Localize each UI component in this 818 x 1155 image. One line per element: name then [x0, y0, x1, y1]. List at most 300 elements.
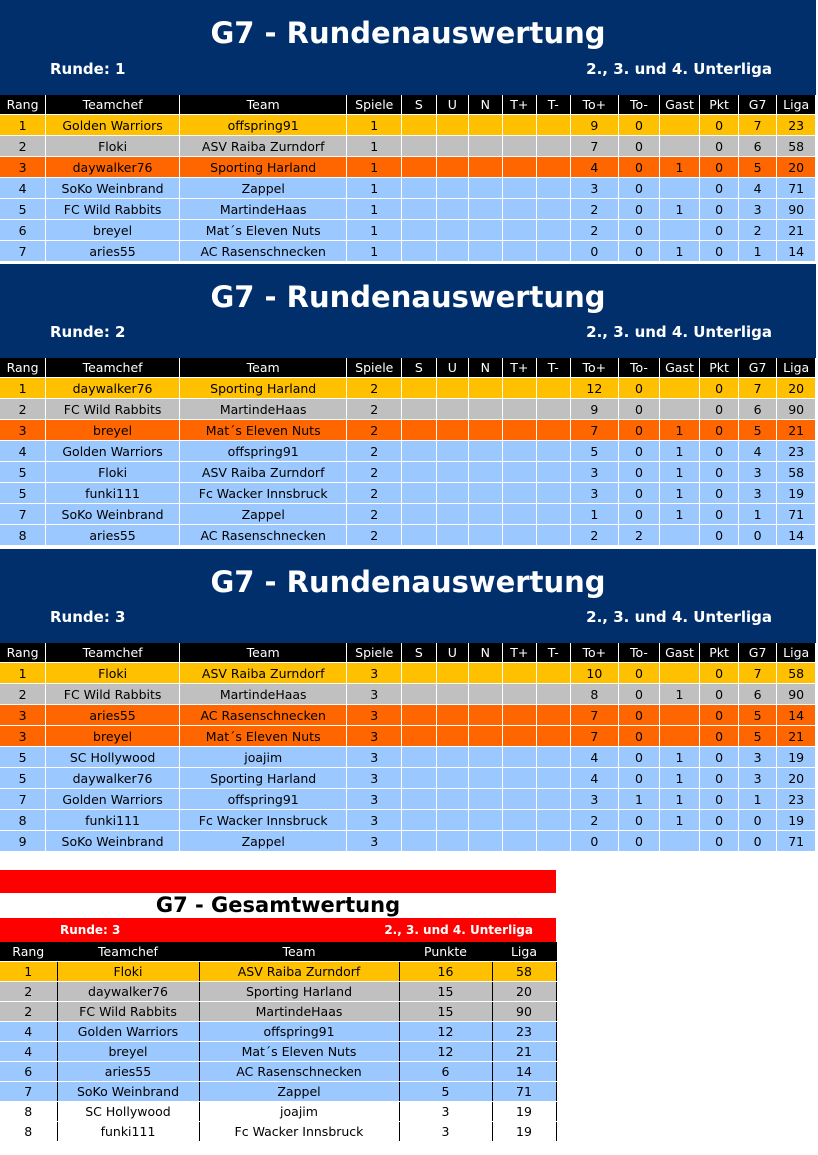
- table-cell: 0: [700, 441, 739, 462]
- table-cell: 23: [777, 789, 816, 810]
- table-cell: 8: [570, 684, 619, 705]
- table-cell: Fc Wacker Innsbruck: [199, 1122, 399, 1142]
- table-cell: [469, 684, 502, 705]
- table-row: [0, 789, 816, 810]
- table-row: [0, 1002, 556, 1022]
- table-row: [0, 962, 556, 982]
- round-title: G7 - Rundenauswertung: [210, 16, 606, 50]
- table-row: [0, 768, 816, 789]
- table-cell: [469, 768, 502, 789]
- table-cell: 0: [738, 525, 777, 546]
- table-cell: 6: [738, 399, 777, 420]
- table-cell: [436, 157, 468, 178]
- table-cell: 3: [570, 483, 619, 504]
- table-cell: Floki: [57, 962, 199, 982]
- table-cell: [469, 726, 502, 747]
- column-header: Team: [180, 643, 347, 663]
- table-cell: SoKo Weinbrand: [46, 504, 180, 525]
- table-cell: 90: [777, 684, 816, 705]
- table-cell: [502, 684, 536, 705]
- league-label: 2., 3. und 4. Unterliga: [586, 608, 772, 626]
- table-row: [0, 504, 816, 525]
- table-cell: [436, 378, 468, 399]
- table-cell: [469, 483, 502, 504]
- table-cell: 0: [700, 157, 739, 178]
- table-cell: [402, 115, 436, 136]
- table-row: [0, 441, 816, 462]
- table-cell: MartindeHaas: [180, 684, 347, 705]
- table-cell: Golden Warriors: [46, 441, 180, 462]
- table-cell: [502, 241, 536, 262]
- table-cell: 10: [570, 663, 619, 684]
- table-cell: [502, 220, 536, 241]
- table-cell: [537, 747, 570, 768]
- table-row: [0, 1122, 556, 1142]
- table-cell: 71: [777, 831, 816, 852]
- table-cell: 1: [347, 136, 402, 157]
- table-cell: 4: [570, 747, 619, 768]
- table-cell: 71: [777, 504, 816, 525]
- table-cell: 19: [777, 810, 816, 831]
- round-3-section: [0, 549, 816, 852]
- table-cell: 2: [347, 525, 402, 546]
- column-header: Gast: [659, 95, 700, 115]
- table-cell: Floki: [46, 663, 180, 684]
- table-cell: [436, 420, 468, 441]
- table-cell: 0: [619, 220, 660, 241]
- round-header: [0, 0, 816, 95]
- table-cell: 3: [399, 1102, 492, 1122]
- column-header: Liga: [492, 942, 556, 962]
- table-cell: 2: [0, 136, 46, 157]
- table-cell: 1: [659, 199, 700, 220]
- table-row: [0, 462, 816, 483]
- table-cell: 3: [347, 684, 402, 705]
- table-cell: 0: [619, 726, 660, 747]
- table-cell: 12: [399, 1042, 492, 1062]
- table-cell: 14: [777, 705, 816, 726]
- table-cell: [502, 747, 536, 768]
- table-cell: 20: [777, 768, 816, 789]
- table-cell: 0: [700, 399, 739, 420]
- table-cell: 1: [659, 483, 700, 504]
- column-header: N: [469, 358, 502, 378]
- table-cell: 1: [347, 220, 402, 241]
- table-cell: [436, 831, 468, 852]
- table-cell: 6: [738, 684, 777, 705]
- column-header: T+: [502, 358, 536, 378]
- table-cell: 3: [570, 178, 619, 199]
- round-header: [0, 549, 816, 643]
- table-cell: 0: [700, 684, 739, 705]
- table-cell: 71: [492, 1082, 556, 1102]
- column-header: T-: [537, 95, 570, 115]
- table-cell: 1: [0, 378, 46, 399]
- table-cell: Golden Warriors: [46, 789, 180, 810]
- table-cell: [402, 378, 436, 399]
- table-cell: 1: [347, 178, 402, 199]
- table-cell: [502, 663, 536, 684]
- table-cell: [469, 378, 502, 399]
- table-cell: 14: [492, 1062, 556, 1082]
- table-cell: [402, 768, 436, 789]
- round-label: Runde: 1: [50, 60, 126, 78]
- table-cell: 19: [777, 747, 816, 768]
- table-cell: [537, 378, 570, 399]
- table-cell: 1: [659, 241, 700, 262]
- table-cell: ASV Raiba Zurndorf: [180, 663, 347, 684]
- table-row: [0, 136, 816, 157]
- column-header: N: [469, 95, 502, 115]
- column-header: Gast: [659, 358, 700, 378]
- table-cell: [436, 136, 468, 157]
- table-cell: 0: [619, 810, 660, 831]
- table-cell: 4: [0, 178, 46, 199]
- column-header: G7: [738, 95, 777, 115]
- table-cell: [469, 199, 502, 220]
- table-row: [0, 982, 556, 1002]
- table-cell: 0: [619, 684, 660, 705]
- table-cell: [502, 420, 536, 441]
- table-cell: SC Hollywood: [46, 747, 180, 768]
- table-cell: breyel: [46, 726, 180, 747]
- table-cell: 19: [492, 1102, 556, 1122]
- table-cell: [537, 726, 570, 747]
- table-cell: ASV Raiba Zurndorf: [199, 962, 399, 982]
- table-cell: Zappel: [180, 504, 347, 525]
- table-cell: [537, 399, 570, 420]
- table-row: [0, 831, 816, 852]
- table-cell: 1: [0, 962, 57, 982]
- table-cell: 2: [347, 504, 402, 525]
- table-cell: [537, 115, 570, 136]
- table-cell: [502, 378, 536, 399]
- table-cell: 0: [700, 483, 739, 504]
- table-cell: 23: [492, 1022, 556, 1042]
- table-cell: [537, 831, 570, 852]
- table-cell: 0: [619, 420, 660, 441]
- column-header: To-: [619, 358, 660, 378]
- table-cell: 2: [570, 525, 619, 546]
- column-header: Liga: [777, 643, 816, 663]
- table-cell: MartindeHaas: [180, 399, 347, 420]
- table-cell: 1: [347, 115, 402, 136]
- column-header: Liga: [777, 95, 816, 115]
- table-row: [0, 178, 816, 199]
- table-cell: 3: [347, 810, 402, 831]
- table-cell: [402, 241, 436, 262]
- column-header: S: [402, 358, 436, 378]
- table-cell: [469, 831, 502, 852]
- table-cell: [469, 115, 502, 136]
- table-row: [0, 1102, 556, 1122]
- table-cell: 15: [399, 1002, 492, 1022]
- table-cell: [537, 220, 570, 241]
- table-cell: [537, 136, 570, 157]
- column-header: U: [436, 358, 468, 378]
- table-cell: 7: [0, 241, 46, 262]
- table-cell: [469, 663, 502, 684]
- table-cell: 0: [700, 220, 739, 241]
- table-cell: [402, 199, 436, 220]
- table-cell: [402, 726, 436, 747]
- table-cell: 0: [619, 241, 660, 262]
- table-cell: 0: [700, 136, 739, 157]
- table-cell: 1: [0, 663, 46, 684]
- table-cell: aries55: [46, 705, 180, 726]
- table-cell: SoKo Weinbrand: [46, 831, 180, 852]
- table-cell: 0: [700, 705, 739, 726]
- table-cell: aries55: [46, 241, 180, 262]
- table-row: [0, 705, 816, 726]
- table-cell: 4: [738, 441, 777, 462]
- table-row: [0, 420, 816, 441]
- table-row: [0, 378, 816, 399]
- table-cell: [502, 810, 536, 831]
- table-cell: 3: [399, 1122, 492, 1142]
- table-cell: [537, 705, 570, 726]
- round-header: [0, 264, 816, 358]
- table-cell: 5: [0, 747, 46, 768]
- table-cell: [537, 157, 570, 178]
- league-label: 2., 3. und 4. Unterliga: [586, 60, 772, 78]
- table-cell: 12: [399, 1022, 492, 1042]
- table-cell: daywalker76: [46, 378, 180, 399]
- table-cell: [469, 462, 502, 483]
- table-cell: 9: [570, 399, 619, 420]
- table-cell: 1: [659, 747, 700, 768]
- table-cell: [402, 136, 436, 157]
- table-row: [0, 1062, 556, 1082]
- table-cell: [436, 399, 468, 420]
- column-header: Punkte: [399, 942, 492, 962]
- table-cell: 9: [0, 831, 46, 852]
- table-cell: [402, 705, 436, 726]
- table-cell: 3: [347, 747, 402, 768]
- table-cell: 2: [347, 420, 402, 441]
- table-cell: 3: [570, 789, 619, 810]
- table-cell: [502, 115, 536, 136]
- table-cell: Floki: [46, 136, 180, 157]
- overall-standings-section: [0, 870, 556, 1142]
- table-cell: 21: [777, 726, 816, 747]
- table-cell: [469, 178, 502, 199]
- table-cell: [659, 220, 700, 241]
- table-cell: [469, 241, 502, 262]
- table-cell: Fc Wacker Innsbruck: [180, 810, 347, 831]
- table-row: [0, 399, 816, 420]
- table-cell: 0: [700, 663, 739, 684]
- table-cell: 6: [399, 1062, 492, 1082]
- table-cell: [537, 199, 570, 220]
- table-cell: 90: [777, 199, 816, 220]
- table-cell: 2: [0, 399, 46, 420]
- table-cell: 1: [0, 115, 46, 136]
- league-label: 2., 3. und 4. Unterliga: [384, 923, 533, 937]
- table-cell: SoKo Weinbrand: [46, 178, 180, 199]
- table-cell: 19: [777, 483, 816, 504]
- table-cell: joajim: [180, 747, 347, 768]
- table-cell: 1: [659, 789, 700, 810]
- table-cell: 3: [347, 789, 402, 810]
- column-header: Rang: [0, 942, 57, 962]
- column-header: To+: [570, 358, 619, 378]
- table-cell: funki111: [57, 1122, 199, 1142]
- table-cell: Mat´s Eleven Nuts: [180, 220, 347, 241]
- table-cell: [537, 810, 570, 831]
- table-row: [0, 199, 816, 220]
- table-cell: [659, 115, 700, 136]
- table-cell: 6: [738, 136, 777, 157]
- table-header-row: [0, 643, 816, 663]
- round-table: [0, 95, 816, 262]
- column-header: Rang: [0, 643, 46, 663]
- overall-table: [0, 942, 557, 1142]
- table-cell: [469, 747, 502, 768]
- table-cell: 0: [738, 831, 777, 852]
- table-cell: ASV Raiba Zurndorf: [180, 462, 347, 483]
- table-cell: joajim: [199, 1102, 399, 1122]
- table-cell: [436, 705, 468, 726]
- table-row: [0, 241, 816, 262]
- table-cell: 12: [570, 378, 619, 399]
- table-cell: 1: [659, 462, 700, 483]
- table-cell: Sporting Harland: [180, 157, 347, 178]
- column-header: Teamchef: [46, 95, 180, 115]
- table-cell: offspring91: [180, 441, 347, 462]
- table-cell: 20: [777, 378, 816, 399]
- column-header: Pkt: [700, 643, 739, 663]
- table-cell: SoKo Weinbrand: [57, 1082, 199, 1102]
- column-header: T+: [502, 95, 536, 115]
- table-cell: 7: [570, 726, 619, 747]
- table-cell: 0: [619, 441, 660, 462]
- table-cell: Mat´s Eleven Nuts: [180, 726, 347, 747]
- table-cell: 0: [570, 831, 619, 852]
- table-row: [0, 684, 816, 705]
- table-cell: [537, 241, 570, 262]
- table-cell: 2: [619, 525, 660, 546]
- table-row: [0, 726, 816, 747]
- column-header: G7: [738, 643, 777, 663]
- table-cell: [502, 483, 536, 504]
- table-cell: [469, 220, 502, 241]
- table-row: [0, 810, 816, 831]
- table-cell: Sporting Harland: [180, 768, 347, 789]
- table-cell: [436, 441, 468, 462]
- column-header: Pkt: [700, 95, 739, 115]
- table-cell: 4: [0, 1042, 57, 1062]
- table-cell: daywalker76: [57, 982, 199, 1002]
- table-cell: 0: [700, 199, 739, 220]
- table-cell: 23: [777, 441, 816, 462]
- table-cell: [402, 157, 436, 178]
- table-cell: 3: [0, 420, 46, 441]
- column-header: U: [436, 643, 468, 663]
- table-cell: 1: [347, 199, 402, 220]
- table-cell: 0: [700, 810, 739, 831]
- table-cell: [436, 199, 468, 220]
- column-header: Rang: [0, 358, 46, 378]
- table-cell: [659, 726, 700, 747]
- table-cell: 2: [347, 462, 402, 483]
- table-cell: [502, 462, 536, 483]
- table-cell: 1: [659, 504, 700, 525]
- table-cell: SC Hollywood: [57, 1102, 199, 1122]
- table-cell: 2: [347, 483, 402, 504]
- table-cell: offspring91: [180, 115, 347, 136]
- table-cell: Zappel: [199, 1082, 399, 1102]
- table-cell: 7: [738, 115, 777, 136]
- table-cell: 7: [570, 420, 619, 441]
- table-cell: 7: [0, 1082, 57, 1102]
- table-cell: Mat´s Eleven Nuts: [180, 420, 347, 441]
- column-header: Spiele: [347, 95, 402, 115]
- table-cell: breyel: [57, 1042, 199, 1062]
- table-cell: 3: [347, 831, 402, 852]
- table-cell: [502, 705, 536, 726]
- table-cell: 2: [738, 220, 777, 241]
- table-cell: 3: [738, 462, 777, 483]
- table-cell: 90: [777, 399, 816, 420]
- table-cell: [469, 705, 502, 726]
- table-cell: 0: [619, 136, 660, 157]
- table-cell: 5: [0, 483, 46, 504]
- table-cell: [502, 157, 536, 178]
- table-cell: 9: [570, 115, 619, 136]
- table-cell: 1: [738, 789, 777, 810]
- column-header: G7: [738, 358, 777, 378]
- table-cell: daywalker76: [46, 157, 180, 178]
- table-cell: 1: [738, 504, 777, 525]
- table-cell: 0: [700, 378, 739, 399]
- table-cell: [402, 483, 436, 504]
- column-header: U: [436, 95, 468, 115]
- column-header: To-: [619, 643, 660, 663]
- table-cell: 7: [738, 378, 777, 399]
- table-cell: 7: [0, 504, 46, 525]
- table-cell: [436, 726, 468, 747]
- table-row: [0, 1082, 556, 1102]
- table-row: [0, 525, 816, 546]
- table-cell: 2: [0, 1002, 57, 1022]
- table-cell: [502, 504, 536, 525]
- table-cell: 6: [0, 1062, 57, 1082]
- table-cell: daywalker76: [46, 768, 180, 789]
- table-cell: aries55: [57, 1062, 199, 1082]
- table-cell: offspring91: [180, 789, 347, 810]
- table-cell: AC Rasenschnecken: [180, 241, 347, 262]
- table-cell: [502, 831, 536, 852]
- column-header: To+: [570, 643, 619, 663]
- table-cell: 20: [492, 982, 556, 1002]
- table-cell: [402, 789, 436, 810]
- table-cell: [402, 810, 436, 831]
- table-cell: 8: [0, 810, 46, 831]
- table-cell: 8: [0, 1102, 57, 1122]
- table-cell: [537, 462, 570, 483]
- table-cell: [502, 789, 536, 810]
- table-cell: [537, 663, 570, 684]
- table-cell: 2: [347, 441, 402, 462]
- table-cell: 0: [619, 178, 660, 199]
- table-cell: 0: [700, 504, 739, 525]
- table-cell: 0: [700, 241, 739, 262]
- table-cell: Zappel: [180, 178, 347, 199]
- table-cell: 3: [738, 747, 777, 768]
- table-row: [0, 1042, 556, 1062]
- column-header: Liga: [777, 358, 816, 378]
